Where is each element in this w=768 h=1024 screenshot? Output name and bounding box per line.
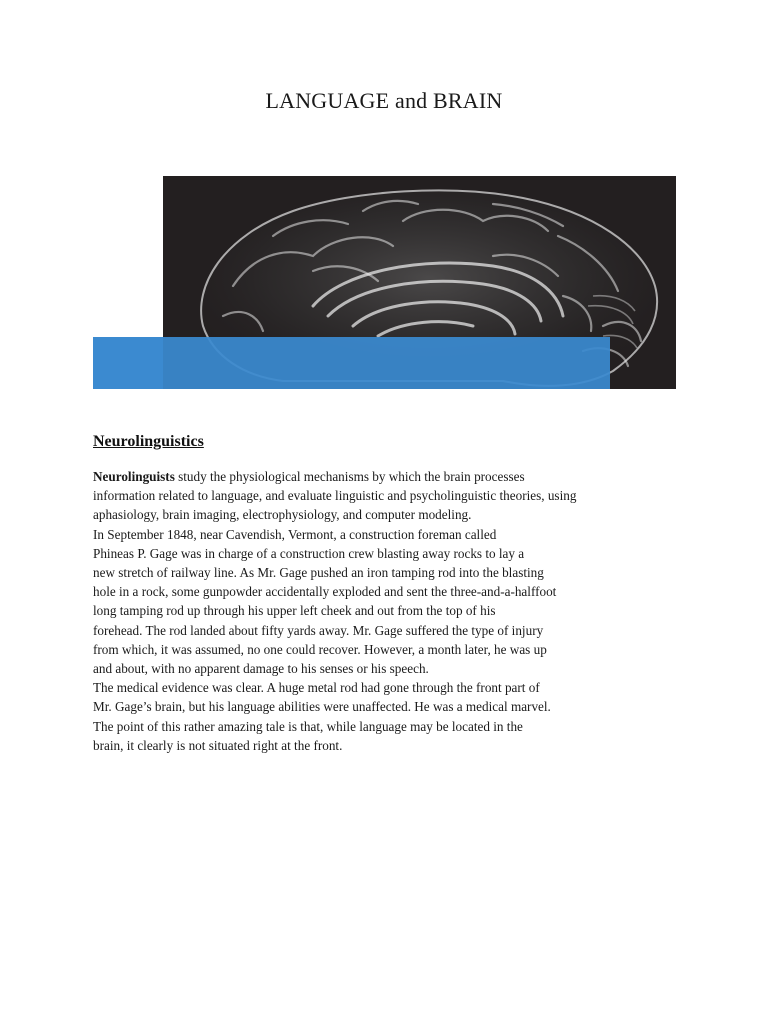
text-line: and about, with no apparent damage to his senses or his speech. [93, 661, 429, 677]
banner-blue-band [93, 337, 610, 389]
body-paragraph [93, 467, 683, 755]
hero-banner [93, 176, 676, 389]
text-line [93, 467, 683, 486]
text-line: Phineas P. Gage was in charge of a construction crew blasting away rocks to lay a [93, 545, 525, 561]
text-line-segment: study the physiological mechanisms by which the brain processes [174, 469, 525, 484]
text-line: from which, it was assumed, no one could recover. However, a month later, he was up [93, 641, 547, 657]
text-line: Mr. Gage’s brain, but his language abilities were unaffected. He was a medical marvel. [93, 699, 551, 715]
text-line: information related to language, and evaluate linguistic and psycholinguistic theories, using [93, 488, 577, 504]
text-line: aphasiology, brain imaging, electrophysiology, and computer modeling. [93, 507, 472, 523]
text-line: forehead. The rod landed about fifty yards away. Mr. Gage suffered the type of injury [93, 622, 544, 638]
lead-term: Neurolinguists [93, 469, 175, 484]
text-line: long tamping rod up through his upper left cheek and out from the top of his [93, 603, 496, 619]
section-heading: Neurolinguistics [93, 433, 204, 450]
text-line: The point of this rather amazing tale is that, while language may be located in the [93, 718, 523, 734]
text-line: In September 1848, near Cavendish, Vermont, a construction foreman called [93, 526, 497, 542]
text-line: brain, it clearly is not situated right at the front. [93, 737, 343, 753]
text-line: new stretch of railway line. As Mr. Gage pushed an iron tamping rod into the blasting [93, 565, 544, 581]
page-title: LANGUAGE and BRAIN [265, 88, 503, 113]
text-line: hole in a rock, some gunpowder accidentally exploded and sent the three-and-a-halffoot [93, 584, 557, 600]
text-line: The medical evidence was clear. A huge metal rod had gone through the front part of [93, 680, 540, 696]
